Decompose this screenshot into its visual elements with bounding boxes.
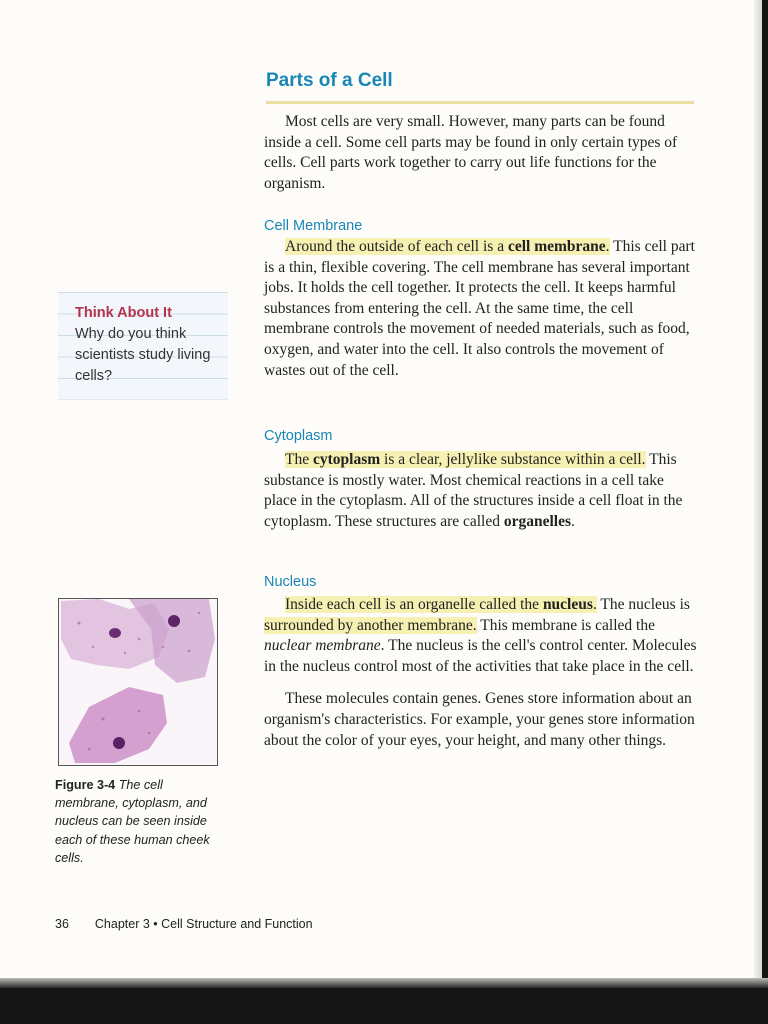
cytoplasm-lead: The <box>285 451 313 468</box>
highlight-membrane: surrounded by another membrane. <box>264 616 477 634</box>
cytoplasm-lead-end: is a clear, jellylike substance within a cell. <box>380 451 646 468</box>
page-edge <box>754 0 762 978</box>
book-bottom-edge <box>0 978 768 1024</box>
cheek-cells-illustration <box>59 599 217 765</box>
section-title: Parts of a Cell <box>266 70 393 91</box>
cheek-cells-micrograph <box>58 598 218 766</box>
cell-membrane-body: This cell part is a thin, flexible covering. The cell membrane has several important jobs. It holds the cell together. It protects the cell. It keeps harmful substances from entering the cell. At the same time, the cell membrane controls the movement of needed materials, such as food, oxygen, and water into the cell. It also controls the movement of wastes out of the cell. <box>264 238 695 379</box>
cell-membrane-paragraph <box>264 237 698 381</box>
think-about-it-question: Why do you think scientists study living cells? <box>75 326 211 384</box>
chapter-title: Chapter 3 • Cell Structure and Function <box>94 917 313 931</box>
intro-paragraph: Most cells are very small. However, many parts can be found inside a cell. Some cell parts may be found in only certain types of cells. Cell parts work together to carry out life functions for the organism. <box>264 113 678 192</box>
nucleus-body: . The nucleus is the cell's control center. Molecules in the nucleus control most of the activities that take place in the cell. <box>264 637 697 675</box>
title-rule <box>266 101 694 104</box>
figure-label: Figure 3-4 <box>55 778 116 792</box>
term-organelles: organelles <box>503 512 572 530</box>
heading-cell-membrane: Cell Membrane <box>264 218 363 234</box>
cell-membrane-lead: Around the outside of each cell is a <box>285 238 508 255</box>
term-nuclear-membrane: nuclear membrane <box>264 637 381 655</box>
heading-nucleus: Nucleus <box>264 574 317 590</box>
nucleus-lead: Inside each cell is an organelle called the <box>285 596 543 613</box>
cytoplasm-paragraph <box>264 450 698 532</box>
nucleus-mid-2: This membrane is called the <box>476 616 655 634</box>
cytoplasm-block <box>264 450 698 532</box>
nucleus-paragraph <box>264 595 698 677</box>
term-nucleus: nucleus <box>542 596 593 613</box>
highlight-nucleus <box>285 596 597 613</box>
page-number: 36 <box>55 917 69 931</box>
think-about-it-box <box>58 292 228 400</box>
highlight-cytoplasm <box>285 451 646 468</box>
nucleus-block <box>264 595 698 751</box>
genes-paragraph: These molecules contain genes. Genes store information about an organism's characteristics. For example, your genes store information about the color of your eyes, your height, and many other things. <box>264 690 695 749</box>
cell-membrane-lead-end: . <box>605 238 610 255</box>
term-cell-membrane: cell membrane <box>507 238 606 255</box>
figure-caption <box>55 776 225 867</box>
figure-caption-text: The cell membrane, cytoplasm, and nucleus can be seen inside each of these human cheek cells. <box>55 778 210 865</box>
page-footer <box>55 917 313 931</box>
nucleus-lead-end: . <box>592 596 597 613</box>
cell-membrane-block <box>264 237 698 381</box>
highlight-cell-membrane <box>285 238 610 255</box>
cytoplasm-end: . <box>571 512 575 530</box>
think-about-it-title: Think About It <box>75 305 172 321</box>
cytoplasm-body: This substance is mostly water. Most chemical reactions in a cell take place in the cytoplasm. All of the structures inside a cell float in the cytoplasm. These structures are called <box>264 451 683 530</box>
page-fold <box>0 978 768 988</box>
nucleus-mid: The nucleus is <box>596 596 690 613</box>
term-cytoplasm: cytoplasm <box>312 451 381 468</box>
intro-block <box>264 112 698 194</box>
heading-cytoplasm: Cytoplasm <box>264 428 333 444</box>
